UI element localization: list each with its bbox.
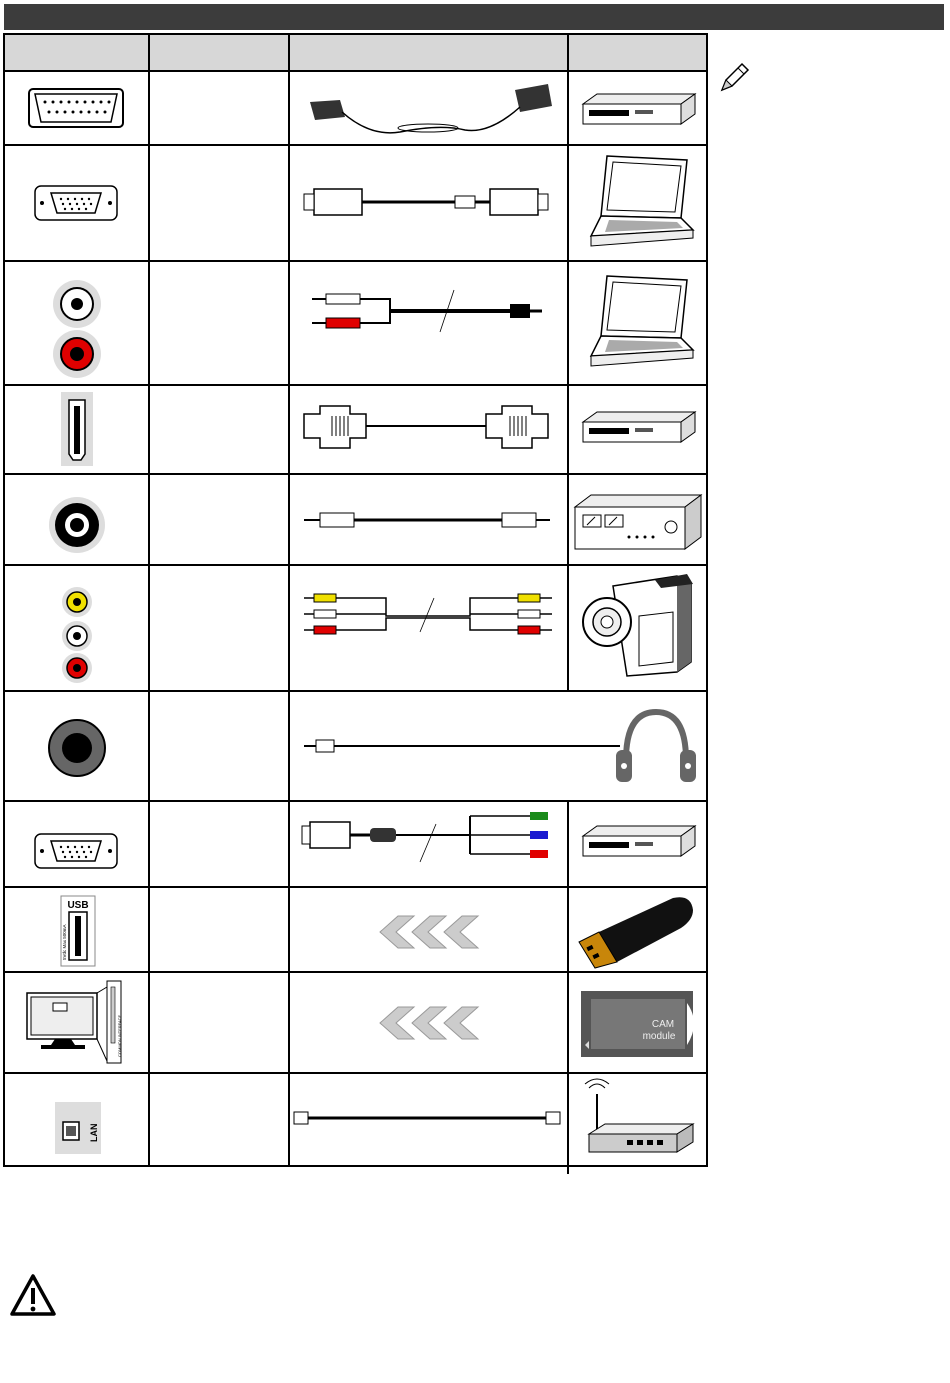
- amplifier-icon: [569, 475, 706, 564]
- usb-port: [5, 888, 148, 971]
- dvd-player-icon: [569, 802, 706, 886]
- cam-label-line2: module: [642, 1031, 676, 1042]
- headphone-port: [5, 692, 148, 800]
- rca-to-jack-cable: [290, 262, 567, 384]
- insert-arrows: [290, 888, 567, 971]
- av-cable: [290, 566, 567, 690]
- hdmi-port: [5, 386, 148, 473]
- lan-label: LAN: [89, 1123, 99, 1142]
- lan-port: [5, 1074, 148, 1165]
- headphone-cable: [290, 692, 706, 800]
- audio-in-ports: [5, 262, 148, 384]
- scart-port: [5, 72, 148, 144]
- table-row: [5, 72, 706, 146]
- av-in-ports: [5, 566, 148, 690]
- table-row: [5, 566, 706, 692]
- coaxial-cable: [290, 475, 567, 564]
- table-row: [5, 475, 706, 566]
- cam-label-line1: CAM: [651, 1019, 675, 1030]
- page-header-bar: [4, 4, 944, 30]
- ethernet-cable: [290, 1074, 567, 1165]
- usb-label: USB: [67, 900, 89, 911]
- dvd-player-icon: [569, 386, 706, 473]
- insert-arrows: [290, 973, 567, 1072]
- laptop-icon: [569, 146, 706, 260]
- vga-port: [5, 146, 148, 260]
- header-col-cable: [290, 35, 569, 72]
- table-row: [5, 1074, 706, 1165]
- dvd-player-icon: [569, 72, 706, 144]
- table-row: [5, 146, 706, 262]
- table-row: [5, 692, 706, 802]
- scart-cable: [290, 72, 567, 144]
- vga-to-component-cable: [290, 802, 567, 886]
- laptop-icon: [569, 262, 706, 384]
- vga-cable: [290, 146, 567, 260]
- table-row: [5, 888, 706, 973]
- warning-icon: [8, 1272, 58, 1320]
- table-row: [5, 262, 706, 386]
- table-row: [5, 802, 706, 888]
- header-col-type: [150, 35, 290, 72]
- vga-port: [5, 802, 148, 886]
- table-row: [5, 973, 706, 1074]
- ci-slot-diagram: [5, 973, 148, 1072]
- header-col-device: [569, 35, 706, 72]
- coaxial-out-port: [5, 475, 148, 564]
- header-col-connector: [5, 35, 150, 72]
- usb-stick-icon: [569, 888, 706, 971]
- pencil-note-icon: [716, 60, 754, 96]
- router-icon: [569, 1074, 706, 1165]
- ci-label: COMMON INTERFACE: [117, 1014, 122, 1057]
- cam-module-icon: [569, 973, 706, 1072]
- connection-table: [3, 33, 708, 1167]
- table-row: [5, 386, 706, 475]
- usb-rating-text: 5Vdc Max 500mA: [62, 924, 67, 960]
- camcorder-icon: [569, 566, 706, 690]
- hdmi-cable: [290, 386, 567, 473]
